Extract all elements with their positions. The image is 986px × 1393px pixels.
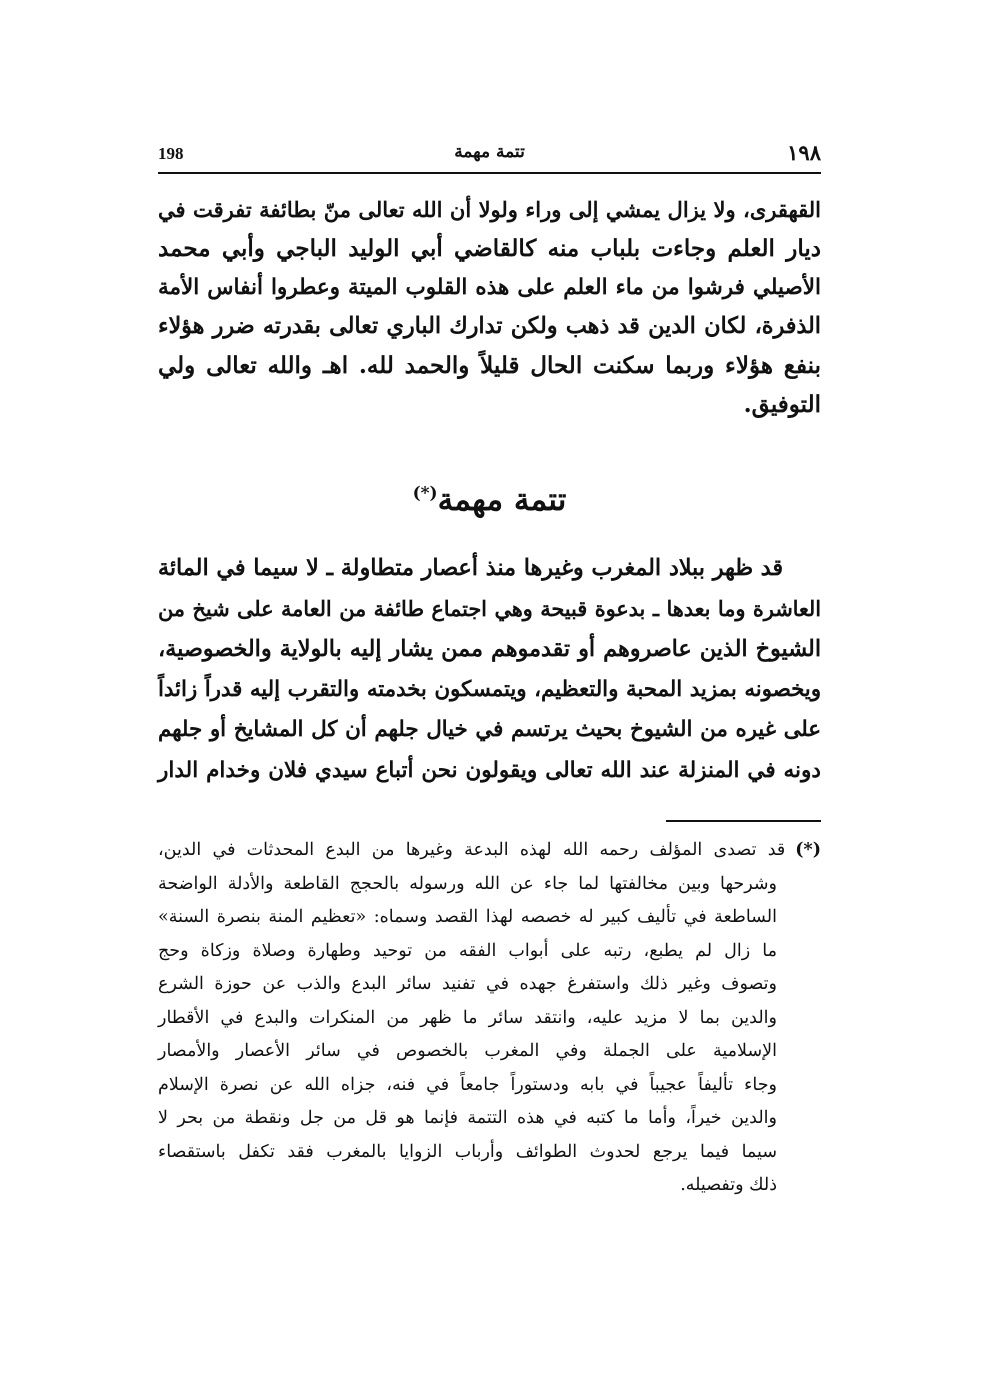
text-line: الأصيلي فرشوا من ماء العلم على هذه القلوب الميتة وعطروا أنفاس الأمة [158,275,821,300]
page-number-latin: 198 [158,144,184,163]
section-heading-text: تتمة مهمة [437,482,567,518]
running-title: تتمة مهمة [454,142,525,162]
header-rule [158,172,821,174]
footnote-line: وشرحها وبين مخالفتها لما جاء عن الله ورسوله بالحجج القاطعة والأدلة الواضحة [158,873,777,894]
footnote-reference: (*) [412,483,438,504]
footnote-line: الإسلامية على الجملة وفي المغرب بالخصوص في سائر الأعصار والأمصار [158,1041,777,1061]
footnote [158,834,821,1203]
footnote-line: والدين خيراً، وأما ما كتبه في هذه التتمة فإنما هو قل من جل ونقطة من بحر لا [158,1108,777,1128]
footnote-line: والدين بما لا مزيد عليه، وانتقد سائر ما ظهر من المنكرات والبدع في الأقطار [158,1007,777,1028]
text-line: بنفع هؤلاء وربما سكنت الحال قليلاً والحمد لله. اهـ والله تعالى ولي [158,352,821,379]
footnote-line: سيما فيما يرجع لحدوث الطوائف وأرباب الزوايا بالمغرب فقد تكفل باستقصاء [158,1141,777,1162]
text-line: ويخصونه بمزيد المحبة والتعظيم، ويتمسكون بخدمته والتقرب إليه قدراً زائداً [158,676,821,702]
text-line: القهقرى، ولا يزال يمشي إلى وراء ولولا أن الله تعالى منّ بطائفة تفرقت في [158,197,821,222]
text-line: الشيوخ الذين عاصروهم أو تقدموهم ممن يشار إليه بالولاية والخصوصية، [158,636,821,662]
page-header [158,140,821,174]
footnote-marker: (*) [795,840,821,860]
text-line: العاشرة وما بعدها ـ بدعوة قبيحة وهي اجتماع طائفة من العامة على شيخ من [158,596,821,621]
footnote-line: قد تصدى المؤلف رحمه الله لهذه البدعة وغيرها من البدع المحدثات في الدين، [158,840,786,860]
footnote-line: الساطعة في تأليف كبير له خصصه لهذا القصد وسماه: «تعظيم المنة بنصرة السنة» [158,907,777,927]
section-heading [158,482,821,518]
footnote-separator [666,820,821,822]
footnote-line: وجاء تأليفاً عجيباً في بابه ودستوراً جامعاً في فنه، جزاه الله عن نصرة الإسلام [158,1074,777,1095]
footnote-first-line [158,834,821,868]
page-number-arabic: ١٩٨ [787,140,821,165]
footnote-line: وتصوف وغير ذلك واستفرغ جهده في تفنيد سائر البدع والذب عن حوزة الشرع [158,974,777,994]
footnote-line: ذلك وتفصيله. [680,1175,777,1195]
text-line: دونه في المنزلة عند الله تعالى ويقولون نحن أتباع سيدي فلان وخدام الدار [158,757,821,783]
text-line: قد ظهر ببلاد المغرب وغيرها منذ أعصار متطاولة ـ لا سيما في المائة [157,555,783,581]
text-line: على غيره من الشيوخ بحيث يرتسم في خيال جلهم أن كل المشايخ أو جلهم [158,717,821,742]
paragraph-continued [158,190,821,424]
text-line: التوفيق. [743,391,821,418]
text-line: ديار العلم وجاءت بلباب منه كالقاضي أبي الوليد الباجي وأبي محمد [158,235,821,262]
section-paragraph [158,548,821,791]
text-line: الذفرة، لكان الدين قد ذهب ولكن تدارك الباري تعالى بقدرته ضرر هؤلاء [158,313,821,339]
footnote-line: ما زال لم يطبع، رتبه على أبواب الفقه من توحيد وطهارة وصلاة وزكاة وحج [158,940,777,961]
